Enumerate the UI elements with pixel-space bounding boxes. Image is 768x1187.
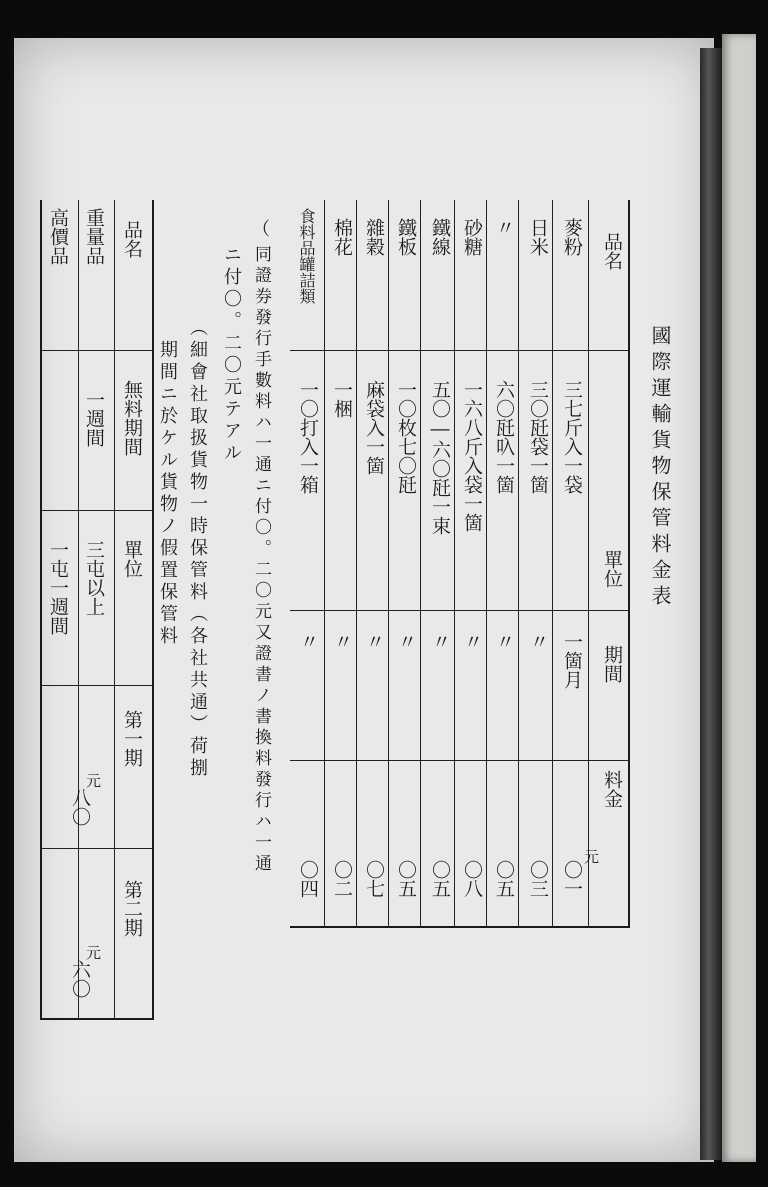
row-name: 棉花: [331, 218, 353, 256]
page-edge: [722, 34, 756, 1162]
row-name: 重量品: [83, 208, 105, 265]
row-free-period: 一週間: [83, 390, 105, 447]
row-period: 〃: [461, 632, 483, 651]
fee-table: [290, 200, 630, 928]
col-divider: [114, 200, 115, 1018]
row-unit: 麻袋入一箇: [363, 380, 385, 475]
row-fee: 〇七: [363, 860, 385, 898]
row-name: 高價品: [47, 208, 69, 265]
row-period: 〃: [493, 632, 515, 651]
row-divider: [42, 510, 152, 511]
note-line-1: 同證券發行手數料ハ一通ニ付〇。二〇元又證書ノ書換料發行ハ一通: [251, 245, 271, 875]
header-period-1: 第一期: [121, 710, 143, 767]
page-title: 國際運輸貨物保管料金表: [648, 325, 672, 611]
row-name: 鐵線: [429, 218, 451, 256]
header-period-2: 第二期: [121, 880, 143, 937]
row-fee: 〇五: [493, 860, 515, 898]
col-divider: [388, 200, 389, 928]
row-unit: 一〇打入一箱: [297, 380, 319, 494]
header-name: 品名: [121, 220, 143, 258]
storage-fee-table: [40, 200, 154, 1020]
row-period: 〃: [363, 632, 385, 651]
row-divider: [42, 350, 152, 351]
row-fee: 〇一: [561, 860, 583, 898]
row-unit: 一〇枚七〇瓩: [395, 380, 417, 494]
row-name: 〃: [493, 218, 515, 237]
row-period: 〃: [527, 632, 549, 651]
note-paren: （: [252, 219, 272, 240]
row-p2: 六〇: [69, 960, 91, 998]
row-fee: 〇五: [429, 860, 451, 898]
note-line-2: ニ付〇。二〇元テアル: [221, 245, 242, 465]
col-divider: [78, 200, 79, 1018]
col-divider: [356, 200, 357, 928]
currency-mark: 元: [86, 944, 102, 962]
header-free-period: 無料期間: [121, 380, 143, 456]
row-period: 〃: [331, 632, 353, 651]
row-unit: 六〇瓩叺一箇: [493, 380, 515, 494]
col-divider: [552, 200, 553, 928]
row-divider: [290, 760, 630, 761]
row-fee: 〇三: [527, 860, 549, 898]
header-unit: 單位: [601, 550, 623, 588]
col-divider: [420, 200, 421, 928]
row-fee: 〇五: [395, 860, 417, 898]
col-divider: [324, 200, 325, 928]
row-unit: 一梱: [331, 380, 353, 418]
row-period: 〃: [297, 632, 319, 651]
row-divider: [42, 848, 152, 849]
header-unit: 單位: [121, 540, 143, 578]
row-period: 〃: [429, 632, 451, 651]
row-unit: 三屯以上: [83, 540, 105, 616]
row-unit: 五〇―六〇瓩一束: [429, 380, 451, 535]
row-period: 一箇月: [561, 632, 583, 689]
row-fee: 〇二: [331, 860, 353, 898]
row-name: 砂糖: [461, 218, 483, 256]
row-fee: 〇四: [297, 860, 319, 898]
row-divider: [290, 350, 630, 351]
col-divider: [486, 200, 487, 928]
row-name: 日米: [527, 218, 549, 256]
row-unit: 三七斤入一袋: [561, 380, 583, 494]
section-heading-2: 期間ニ於ケル貨物ノ假置保管料: [157, 340, 178, 648]
currency-mark: 元: [86, 772, 102, 790]
table-border: [290, 200, 630, 928]
currency-mark: 元: [584, 848, 600, 866]
row-name: 雜穀: [363, 218, 385, 256]
row-unit: 一六八斤入袋一箇: [461, 380, 483, 532]
header-period: 期間: [601, 645, 623, 683]
row-divider: [42, 685, 152, 686]
book-spine: [700, 48, 722, 1160]
row-name: 麥粉: [561, 218, 583, 256]
row-divider: [290, 610, 630, 611]
row-p1: 八〇: [69, 788, 91, 826]
section-heading-1: （細會社取扱貨物一時保管料（各社共通）荷捌: [187, 318, 208, 780]
col-divider: [588, 200, 589, 928]
row-name: 鐵板: [395, 218, 417, 256]
col-divider: [454, 200, 455, 928]
col-divider: [518, 200, 519, 928]
row-name: 食料品罐詰類: [297, 208, 316, 304]
header-fee: 料金: [601, 770, 623, 808]
header-name: 品名: [601, 232, 623, 270]
row-unit: 三〇瓩袋一箇: [527, 380, 549, 494]
row-fee: 〇八: [461, 860, 483, 898]
row-unit: 一屯一週間: [47, 540, 69, 635]
row-period: 〃: [395, 632, 417, 651]
